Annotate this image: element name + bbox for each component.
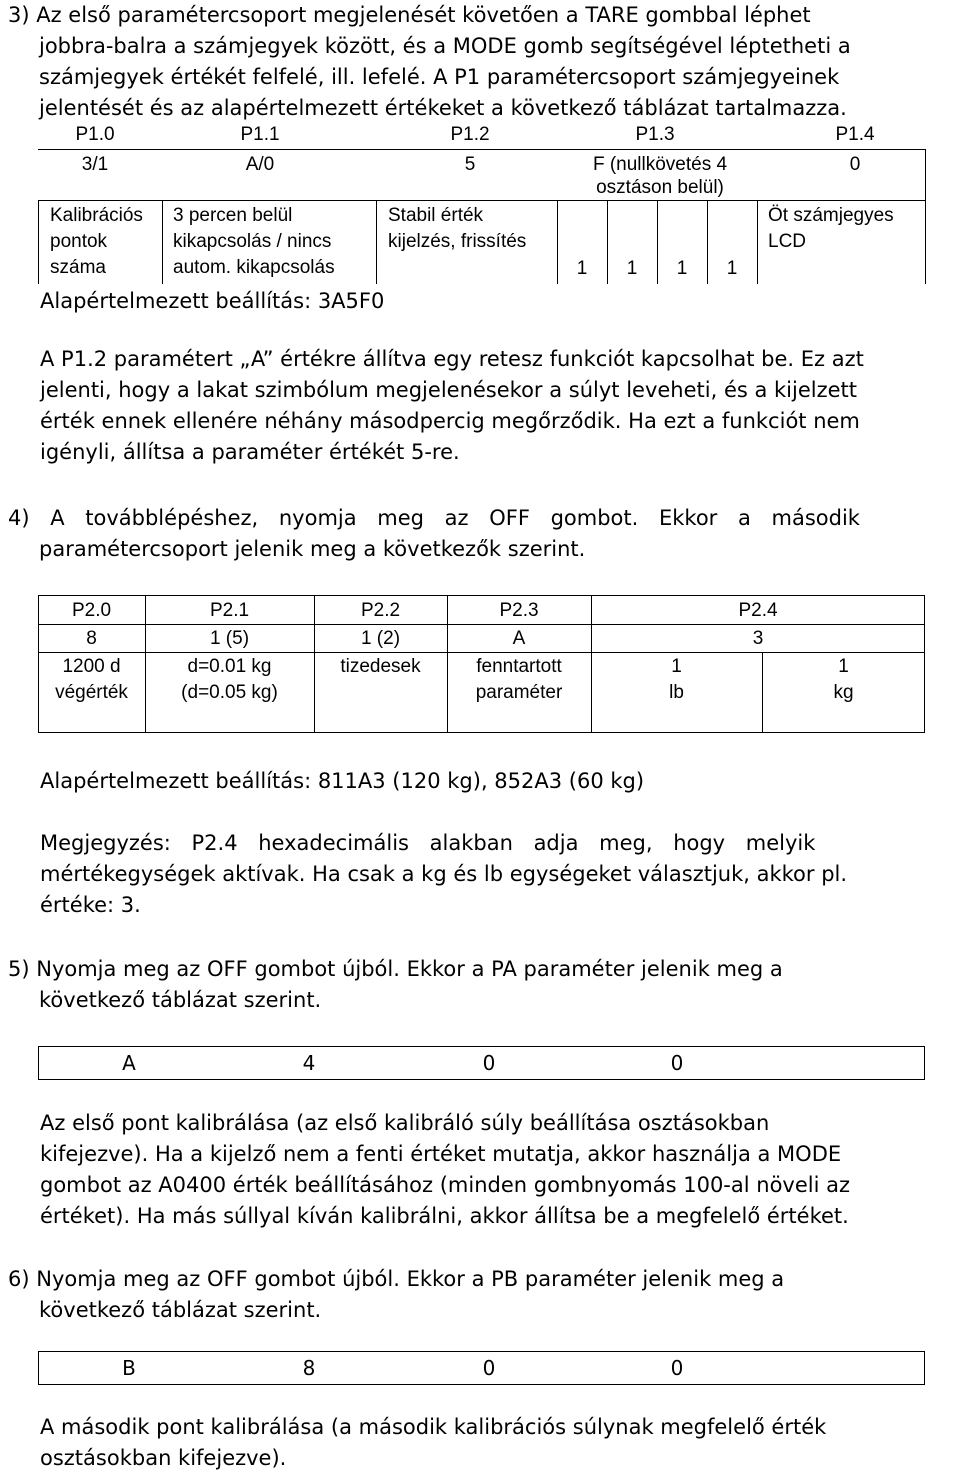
p2-default: Alapértelmezett beállítás: 811A3 (120 kg), 852A3 (60 kg) (40, 769, 645, 793)
p1-bit-2: 1 (676, 258, 688, 279)
p2-header-1: P2.1 (209, 600, 250, 621)
p1-header-0: P1.0 (75, 124, 115, 145)
p2-value-4: 3 (752, 628, 764, 649)
p2-desc-4a: 1 lb (669, 656, 684, 703)
text-line: számjegyek értékét felfelé, ill. lefelé. A P1 paramétercsoport számjegyeinek (39, 65, 840, 89)
pa-cell-2: 0 (482, 1051, 496, 1075)
p1-value-1: A/0 (245, 154, 275, 175)
section-4-text (8, 503, 944, 565)
note-text (40, 828, 944, 921)
p2-value-3: A (512, 628, 526, 649)
p1-bit-1: 1 (626, 258, 638, 279)
p1-value-2: 5 (464, 154, 476, 175)
p1-value-3a: F (nullkövetés 4 (592, 154, 728, 175)
p1-desc-0: Kalibrációs pontok száma (50, 205, 143, 278)
p1-default: Alapértelmezett beállítás: 3A5F0 (40, 289, 385, 313)
section-3-text (8, 0, 944, 124)
text-line: A második pont kalibrálása (a második kalibrációs súlynak megfelelő érték (40, 1415, 827, 1439)
text-line: érték ennek ellenére néhány másodpercig megőrződik. Ha ezt a funkciót nem (40, 409, 860, 433)
p1-value-0: 3/1 (81, 154, 109, 175)
pb-cell-0: B (122, 1356, 136, 1380)
p1-header-4: P1.4 (835, 124, 875, 145)
text-line: jelentését és az alapértelmezett értékeket a következő táblázat tartalmazza. (39, 96, 847, 120)
text-line: 4) A továbblépéshez, nyomja meg az OFF gombot. Ekkor a második (8, 506, 860, 530)
p2-desc-1: d=0.01 kg (d=0.05 kg) (181, 656, 278, 703)
text-line: osztásokban kifejezve). (40, 1446, 287, 1470)
p1-header-3: P1.3 (635, 124, 675, 145)
pb-text (40, 1412, 944, 1474)
p2-value-1: 1 (5) (209, 628, 250, 649)
p2-desc-3: fenntartott paraméter (475, 656, 563, 703)
p2-desc-0: 1200 d végérték (55, 656, 128, 703)
p2-desc-4b: 1 kg (833, 656, 854, 703)
text-line: Az első pont kalibrálása (az első kalibráló súly beállítása osztásokban (40, 1111, 770, 1135)
text-line: 5) Nyomja meg az OFF gombot újból. Ekkor a PA paraméter jelenik meg a (8, 957, 783, 981)
p1-value-4: 0 (849, 154, 861, 175)
text-line: mértékegységek aktívak. Ha csak a kg és lb egységeket választjuk, akkor pl. (40, 862, 848, 886)
pa-text (40, 1108, 944, 1232)
pa-cell-1: 4 (302, 1051, 316, 1075)
pa-table (38, 1046, 925, 1080)
text-line: következő táblázat szerint. (39, 988, 322, 1012)
p2-header-0: P2.0 (71, 600, 112, 621)
pa-cell-3: 0 (670, 1051, 684, 1075)
text-line: jobbra-balra a számjegyek között, és a MODE gomb segítségével léptetheti a (39, 34, 851, 58)
text-line: igényli, állítsa a paraméter értékét 5-re. (40, 440, 460, 464)
p1-header-2: P1.2 (450, 124, 490, 145)
p1-value-3b: osztáson belül) (596, 177, 724, 198)
section-5-text (8, 954, 944, 1016)
text-line: Megjegyzés: P2.4 hexadecimális alakban adja meg, hogy melyik (40, 831, 816, 855)
p1-header-1: P1.1 (240, 124, 280, 145)
p1-desc-4: Öt számjegyes LCD (768, 205, 894, 252)
p2-value-0: 8 (86, 628, 97, 649)
pb-cell-2: 0 (482, 1356, 496, 1380)
p2-desc-2: tizedesek (340, 656, 421, 677)
p1-bit-3: 1 (726, 258, 738, 279)
text-line: gombot az A0400 érték beállításához (minden gombnyomás 100-al növeli az (40, 1173, 851, 1197)
text-line: paramétercsoport jelenik meg a következők szerint. (39, 537, 586, 561)
p2-value-2: 1 (2) (360, 628, 401, 649)
text-line: kifejezve). Ha a kijelző nem a fenti értéket mutatja, akkor használja a MODE (40, 1142, 842, 1166)
p1-bit-0: 1 (576, 258, 588, 279)
text-line: értéke: 3. (40, 893, 141, 917)
pb-cell-1: 8 (302, 1356, 316, 1380)
p2-header-2: P2.2 (360, 600, 401, 621)
pb-cell-3: 0 (670, 1356, 684, 1380)
p12-note (40, 344, 944, 468)
text-line: értéket). Ha más súllyal kíván kalibrálni, akkor állítsa be a megfelelő értéket. (40, 1204, 849, 1228)
p1-desc-1: 3 percen belül kikapcsolás / nincs autom. kikapcsolás (173, 205, 335, 278)
text-line: A P1.2 paramétert „A” értékre állítva egy retesz funkciót kapcsolhat be. Ez azt (40, 347, 864, 371)
p2-header-4: P2.4 (738, 600, 778, 621)
pa-cell-0: A (122, 1051, 136, 1075)
text-line: jelenti, hogy a lakat szimbólum megjelenésekor a súlyt leveheti, és a kijelzett (40, 378, 858, 402)
text-line: 6) Nyomja meg az OFF gombot újból. Ekkor a PB paraméter jelenik meg a (8, 1267, 785, 1291)
text-line: következő táblázat szerint. (39, 1298, 322, 1322)
text-line: 3) Az első paramétercsoport megjelenését követően a TARE gombbal léphet (8, 3, 811, 27)
p2-header-3: P2.3 (499, 600, 539, 621)
section-6-text (8, 1264, 944, 1326)
p1-desc-2: Stabil érték kijelzés, frissítés (388, 205, 527, 252)
pb-table (38, 1351, 925, 1385)
